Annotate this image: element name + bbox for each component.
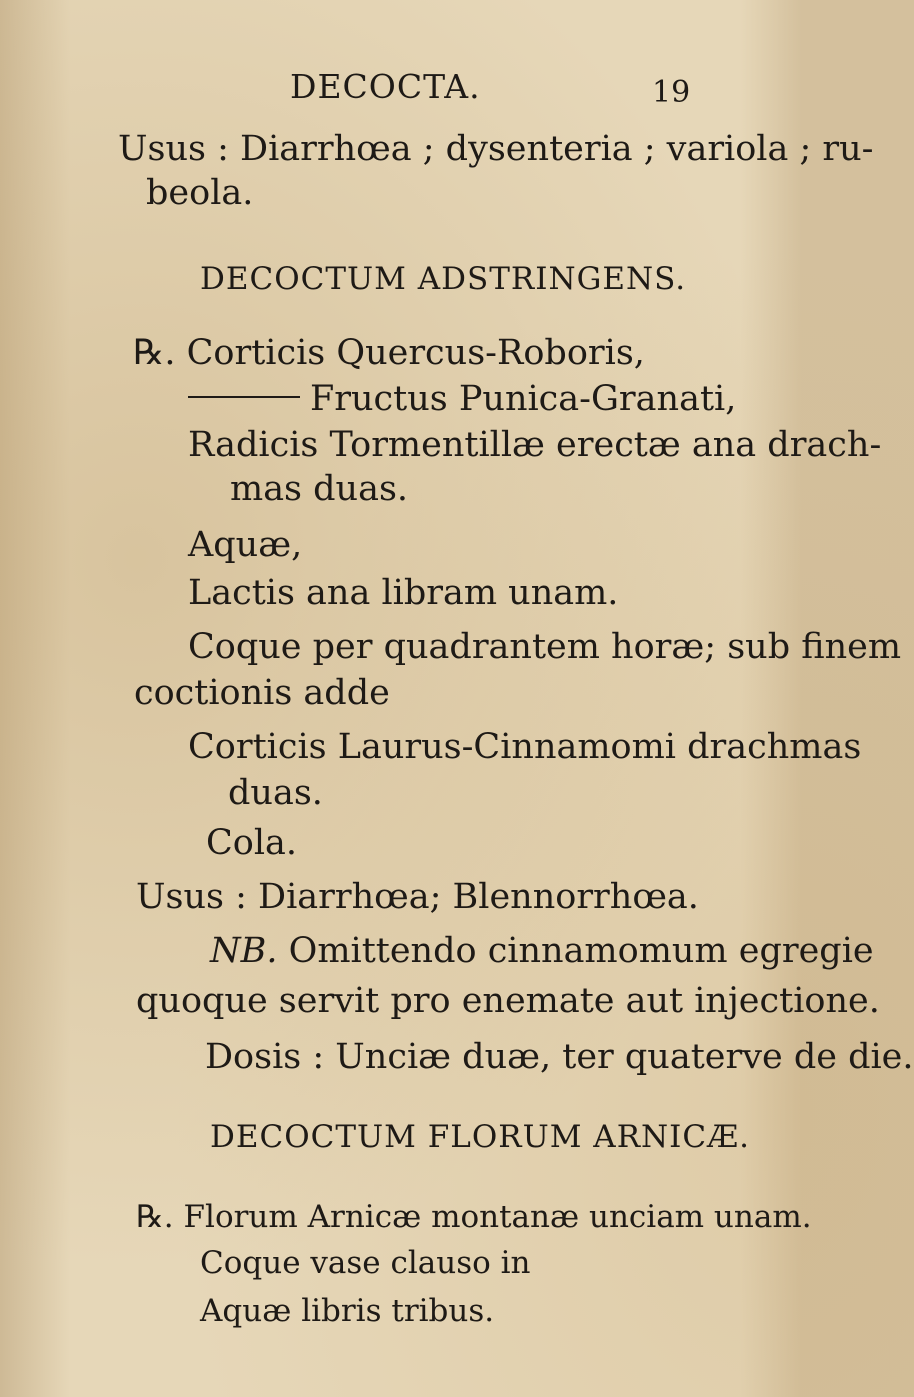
recipe-ingredient: Aquæ, <box>188 525 303 565</box>
recipe-ingredient: Fructus Punica-Granati, <box>310 379 737 419</box>
dosis-text: : Unciæ duæ, ter quaterve de die. <box>312 1037 914 1077</box>
recipe-ingredient: Lactis ana libram unam. <box>188 573 619 613</box>
recipe-line <box>136 1196 812 1238</box>
usus-continuation: beola. <box>146 173 254 213</box>
recipe-symbol: ℞. <box>136 1199 174 1235</box>
usus-text: : Diarrhœa ; dysenteria ; variola ; ru- <box>217 129 874 169</box>
recipe-ingredient: duas. <box>228 773 323 813</box>
nota-bene-label: NB. <box>210 931 278 971</box>
dosis-line <box>205 1036 914 1078</box>
page-number: 19 <box>652 75 691 110</box>
nota-bene-text: Omittendo cinnamomum egregie <box>288 931 874 971</box>
recipe-ingredient: Corticis Laurus-Cinnamomi drachmas <box>188 727 862 767</box>
recipe-ingredient: mas duas. <box>230 469 409 509</box>
recipe-instruction: Coque per quadrantem horæ; sub finem <box>188 627 902 667</box>
usus-label: Usus <box>118 129 206 169</box>
dosis-label: Dosis <box>205 1037 302 1077</box>
usus-label: Usus <box>136 877 224 917</box>
section-heading: DECOCTUM FLORUM ARNICÆ. <box>210 1119 751 1155</box>
recipe-ingredient: Corticis Quercus-Roboris, <box>186 333 645 373</box>
recipe-ingredient: Florum Arnicæ montanæ unciam unam. <box>183 1199 812 1235</box>
recipe-ingredient: Radicis Tormentillæ erectæ ana drach- <box>188 425 882 465</box>
recipe-ingredient: Aquæ libris tribus. <box>200 1293 495 1329</box>
ditto-dash <box>188 396 300 398</box>
recipe-line <box>188 378 736 420</box>
usus-line <box>118 128 874 170</box>
nota-bene-continuation: quoque servit pro enemate aut injectione. <box>136 981 880 1021</box>
recipe-symbol: ℞. <box>133 333 176 373</box>
running-header-title: DECOCTA. <box>290 67 481 106</box>
recipe-instruction: Coque vase clauso in <box>200 1245 531 1281</box>
recipe-line <box>133 332 645 374</box>
usus-text: : Diarrhœa; Blennorrhœa. <box>235 877 699 917</box>
recipe-instruction: coctionis adde <box>134 673 390 713</box>
section-heading: DECOCTUM ADSTRINGENS. <box>200 261 687 297</box>
nota-bene-line <box>210 930 874 972</box>
recipe-instruction: Cola. <box>206 823 298 863</box>
usus-line <box>136 876 699 918</box>
